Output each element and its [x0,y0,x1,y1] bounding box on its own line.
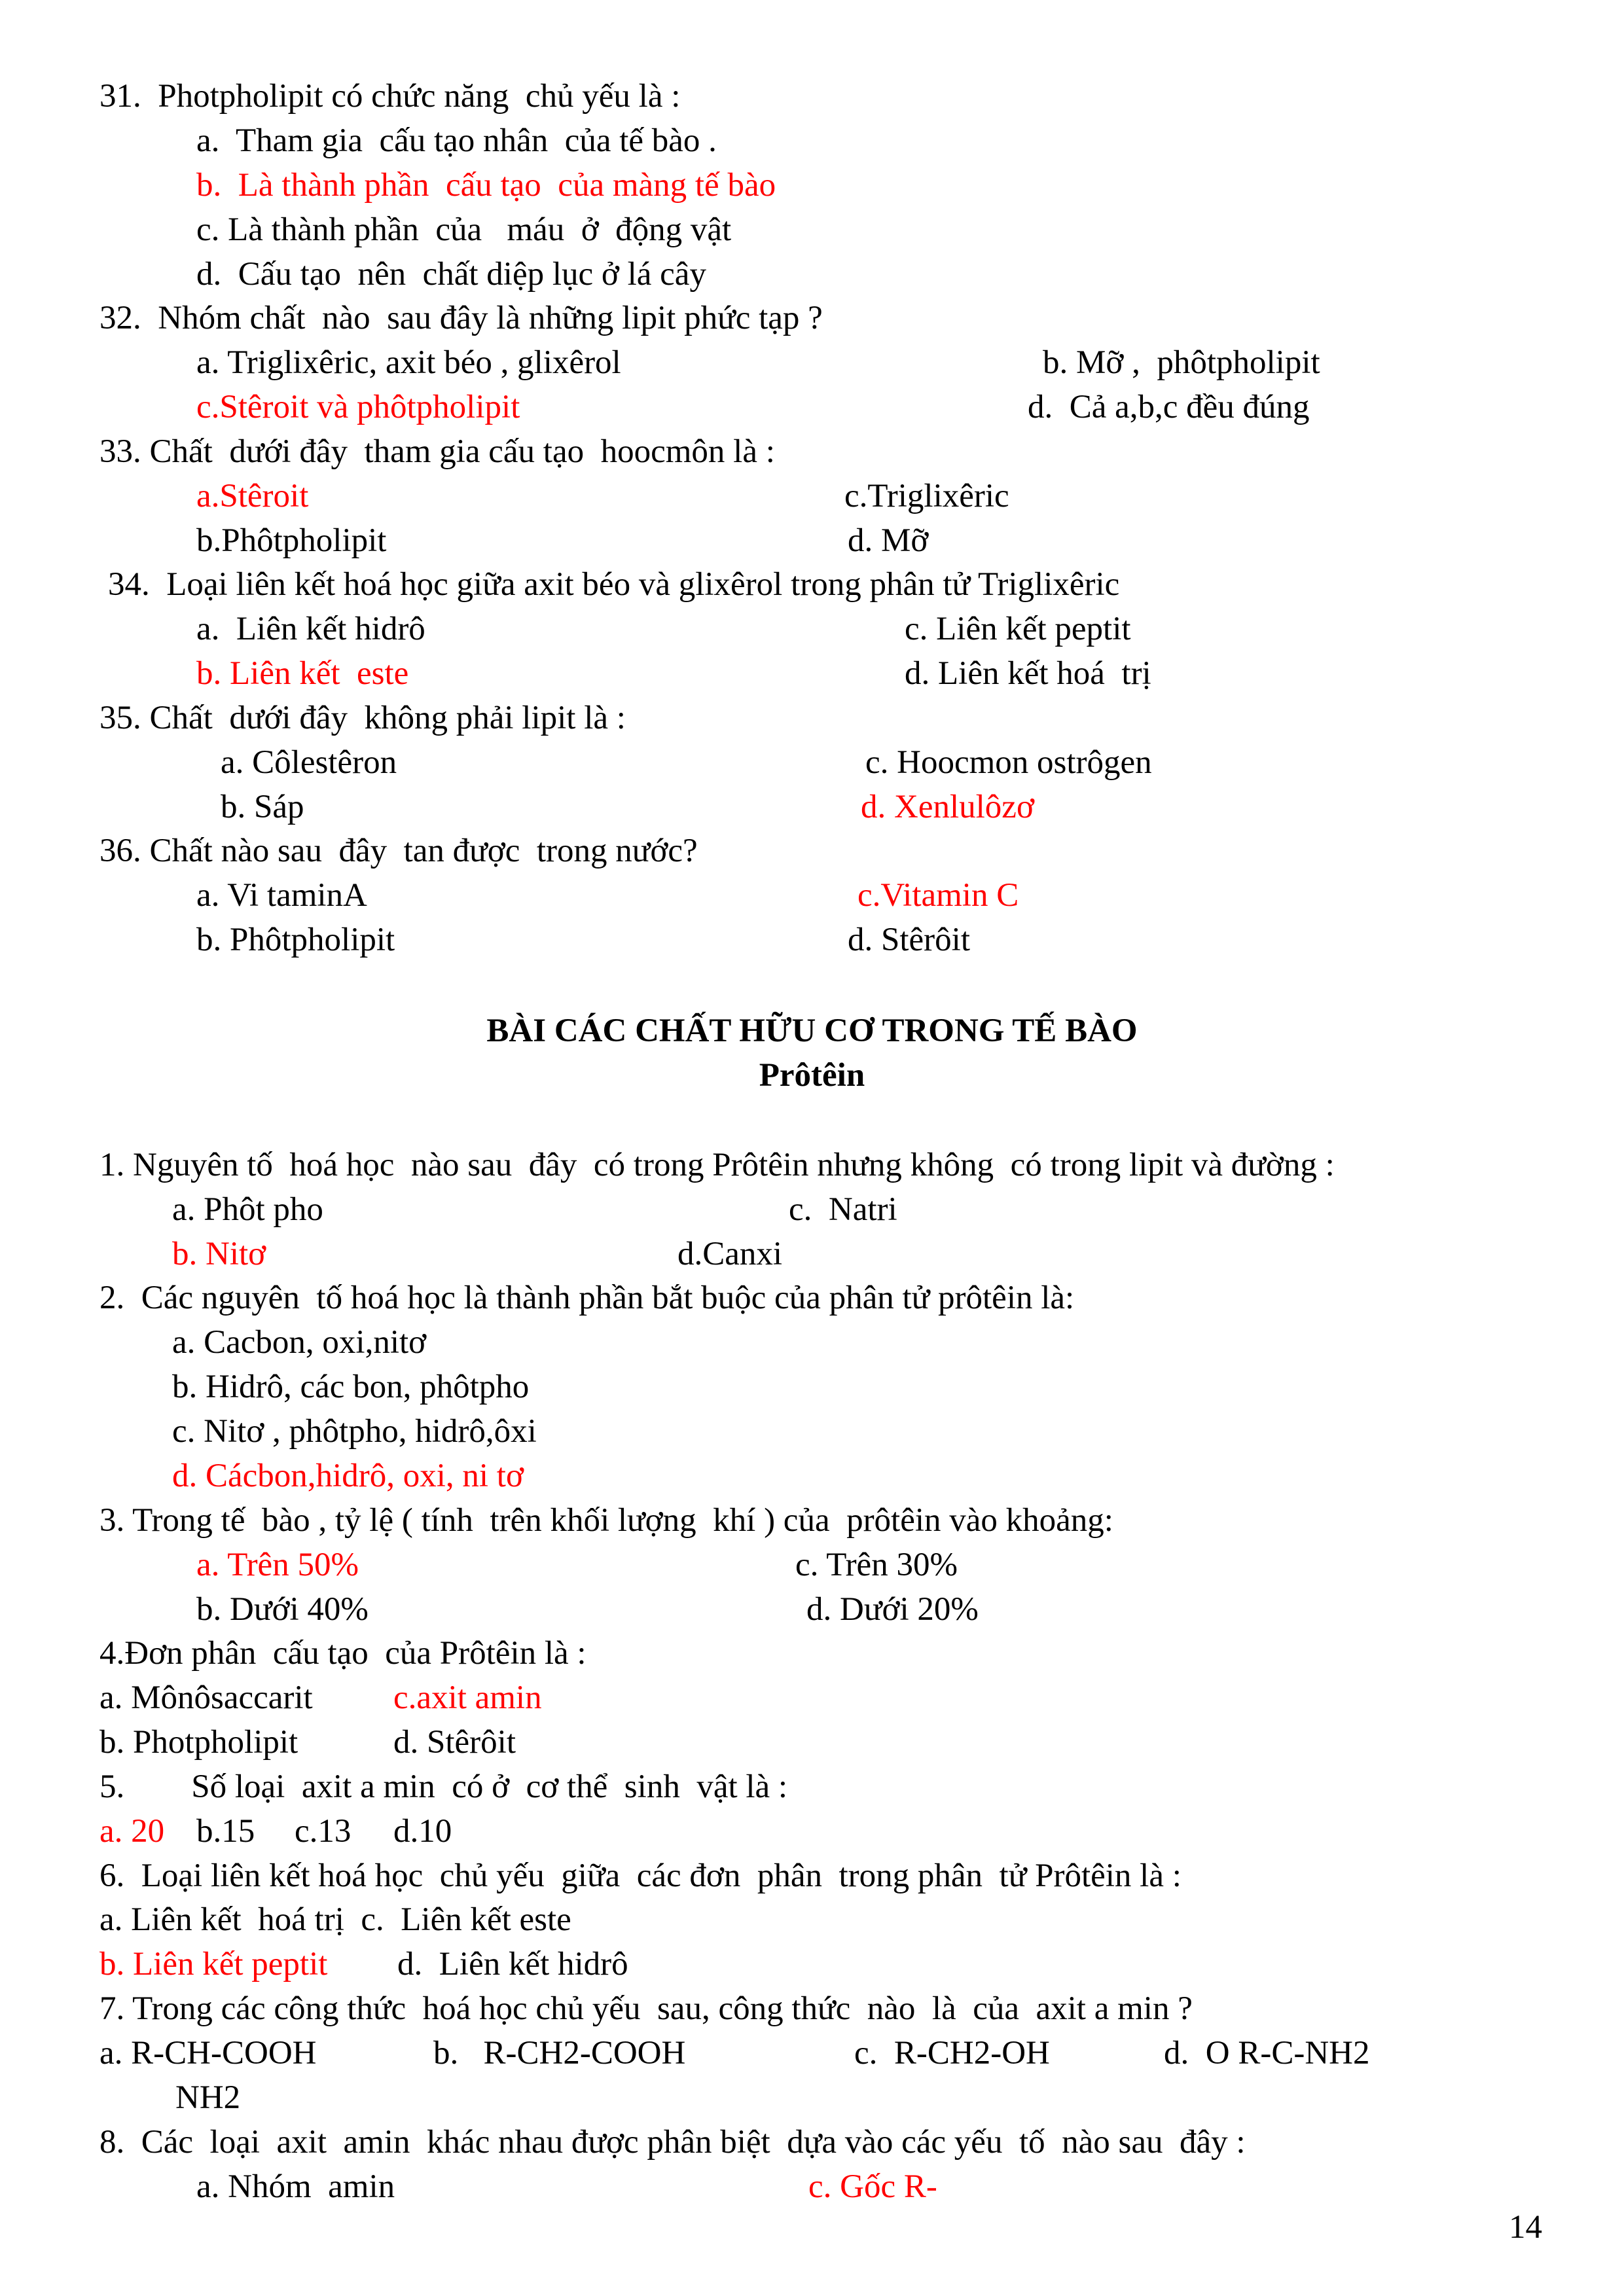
q32-option-d: d. Cả a,b,c đều đúng [1028,389,1310,425]
p5-question: 5. Số loại axit a min có ở cơ thể sinh vật là : [99,1768,788,1805]
p1-question: 1. Nguyên tố hoá học nào sau đây có trong Prôtêin nhưng không có trong lipit và đường : [99,1147,1335,1183]
p8-question: 8. Các loại axit amin khác nhau được phân biệt dựa vào các yếu tố nào sau đây : [99,2124,1246,2161]
q33-option-d: d. Mỡ [848,522,929,559]
q31-option-a: a. Tham gia cấu tạo nhân của tế bào . [196,122,717,159]
p2-question: 2. Các nguyên tố hoá học là thành phần bắt buộc của phân tử prôtêin là: [99,1280,1075,1316]
q36-option-c-answer: c.Vitamin C [857,877,1019,914]
page-number: 14 [1509,2209,1542,2246]
q34-question: 34. Loại liên kết hoá học giữa axit béo và glixêrol trong phân tử Triglixêric [108,566,1120,603]
q34-option-d: d. Liên kết hoá trị [905,655,1151,692]
p5-option-b: b.15 [196,1813,255,1850]
q33-option-b: b.Phôtpholipit [196,522,387,559]
q34-option-c: c. Liên kết peptit [905,611,1131,647]
p5-option-d: d.10 [393,1813,452,1850]
p6-option-d: d. Liên kết hidrô [397,1946,628,1982]
q36-option-b: b. Phôtpholipit [196,922,395,958]
p4-option-c-answer: c.axit amin [393,1679,542,1716]
p1-option-b-answer: b. Nitơ [172,1236,266,1272]
p8-option-c-answer: c. Gốc R- [808,2168,937,2205]
p7-option-d: d. O R-C-NH2 [1164,2035,1370,2072]
p2-option-b: b. Hidrô, các bon, phôtpho [172,1369,530,1405]
q36-question: 36. Chất nào sau đây tan được trong nước? [99,833,698,869]
q31-option-b-answer: b. Là thành phần cấu tạo của màng tế bào [196,167,776,204]
q32-option-a: a. Triglixêric, axit béo , glixêrol [196,344,621,381]
p2-option-c: c. Nitơ , phôtpho, hidrô,ôxi [172,1413,537,1450]
section-title: BÀI CÁC CHẤT HỮU CƠ TRONG TẾ BÀO [486,1013,1138,1049]
p3-question: 3. Trong tế bào , tỷ lệ ( tính trên khối lượng khí ) của prôtêin vào khoảng: [99,1502,1113,1539]
p8-option-a: a. Nhóm amin [196,2168,395,2205]
q31-option-c: c. Là thành phần của máu ở động vật [196,211,732,248]
q33-question: 33. Chất dưới đây tham gia cấu tạo hoocmôn là : [99,433,775,470]
p4-option-a: a. Mônôsaccarit [99,1679,313,1716]
q34-option-a: a. Liên kết hidrô [196,611,425,647]
p1-option-d: d.Canxi [677,1236,783,1272]
p1-option-a: a. Phôt pho [172,1191,323,1228]
p4-option-b: b. Photpholipit [99,1724,298,1761]
p6-question: 6. Loại liên kết hoá học chủ yếu giữa các đơn phân trong phân tử Prôtêin là : [99,1857,1182,1894]
p6-option-b-answer: b. Liên kết peptit [99,1946,328,1982]
q33-option-a-answer: a.Stêroit [196,478,309,514]
p7-option-b: b. R-CH2-COOH [433,2035,686,2072]
p2-option-a: a. Cacbon, oxi,nitơ [172,1324,427,1361]
p5-option-a-answer: a. 20 [99,1813,165,1850]
p3-option-b: b. Dưới 40% [196,1591,369,1628]
p7-option-a-subline: NH2 [175,2079,241,2116]
section-subtitle: Prôtêin [759,1057,865,1094]
p7-option-c: c. R-CH2-OH [854,2035,1050,2072]
q35-option-d-answer: d. Xenlulôzơ [861,789,1034,825]
q35-question: 35. Chất dưới đây không phải lipit là : [99,700,626,736]
p3-option-d: d. Dưới 20% [806,1591,979,1628]
q32-option-c-answer: c.Stêroit và phôtpholipit [196,389,520,425]
p7-option-a: a. R-CH-COOH [99,2035,317,2072]
p4-question: 4.Đơn phân cấu tạo của Prôtêin là : [99,1635,586,1672]
q31-option-d: d. Cấu tạo nên chất diệp lục ở lá cây [196,256,706,293]
q35-option-c: c. Hoocmon ostrôgen [865,744,1152,781]
p6-options-a-c: a. Liên kết hoá trị c. Liên kết este [99,1901,571,1938]
q33-option-c: c.Triglixêric [844,478,1009,514]
p7-question: 7. Trong các công thức hoá học chủ yếu sau, công thức nào là của axit a min ? [99,1990,1193,2027]
q34-option-b-answer: b. Liên kết este [196,655,409,692]
p5-option-c: c.13 [295,1813,352,1850]
q35-option-b: b. Sáp [221,789,304,825]
p1-option-c: c. Natri [789,1191,897,1228]
q32-question: 32. Nhóm chất nào sau đây là những lipit phức tạp ? [99,300,823,336]
p2-option-d-answer: d. Cácbon,hidrô, oxi, ni tơ [172,1458,524,1494]
p3-option-a-answer: a. Trên 50% [196,1547,359,1583]
q32-option-b: b. Mỡ , phôtpholipit [1043,344,1320,381]
p4-option-d: d. Stêrôit [393,1724,516,1761]
p3-option-c: c. Trên 30% [795,1547,958,1583]
q31-question: 31. Photpholipit có chức năng chủ yếu là : [99,78,681,115]
q35-option-a: a. Côlestêron [221,744,397,781]
q36-option-a: a. Vi taminA [196,877,367,914]
q36-option-d: d. Stêrôit [848,922,970,958]
